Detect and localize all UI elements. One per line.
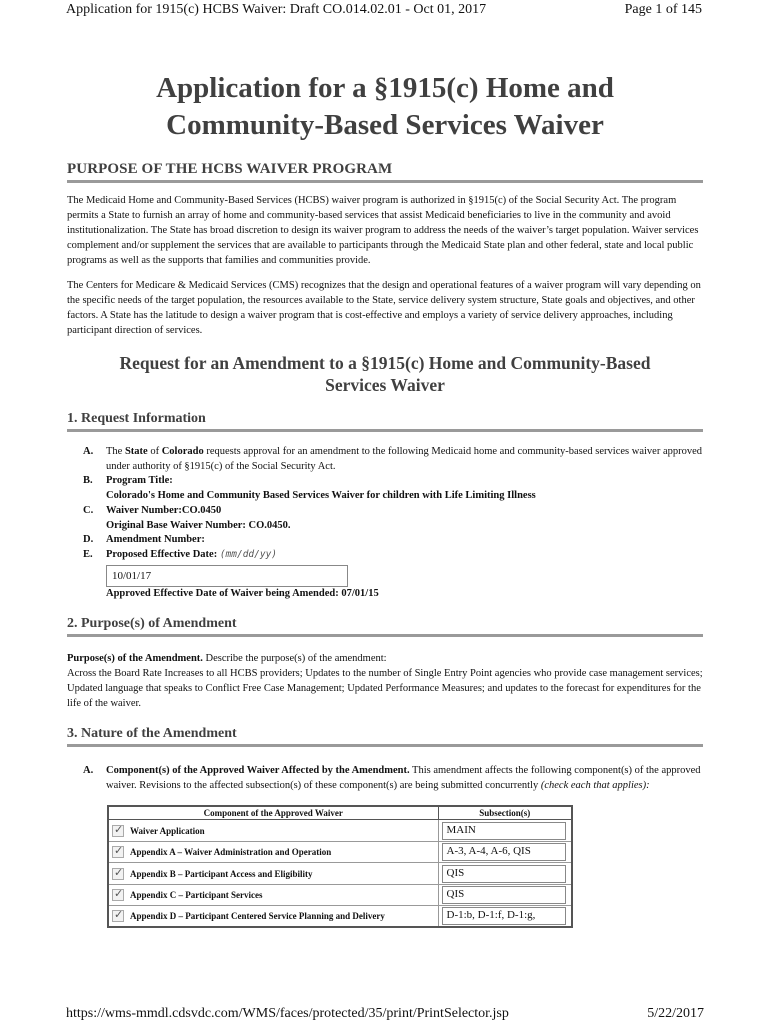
component-label: Appendix C – Participant Services <box>130 890 263 901</box>
purpose-paragraph-2: The Centers for Medicare & Medicaid Services (CMS) recognizes that the design and operational features of a waiver program will vary depending on the specific needs of the target population, the resources available to the State, service delivery system structure, State goals and objectives, and other factors. A State has the latitude to design a waiver program that is cost-effective and employs a variety of service delivery approaches, including participant direction of services. <box>67 280 701 336</box>
approved-effective-date: Approved Effective Date of Waiver being Amended: 07/01/15 <box>106 587 379 599</box>
effective-date-label: Proposed Effective Date: <box>106 548 218 560</box>
state-label: State <box>124 446 148 457</box>
table-row <box>108 863 572 885</box>
checkbox-checked[interactable] <box>112 868 124 880</box>
component-cell <box>108 863 438 885</box>
amendment-purpose <box>67 651 703 711</box>
document-title <box>67 70 703 144</box>
amendment-purpose-label: Purpose(s) of the Amendment. <box>67 653 203 665</box>
item-letter: B. <box>83 475 93 487</box>
state-name: Colorado <box>161 446 204 457</box>
section-2-heading: 2. Purpose(s) of Amendment <box>67 616 703 637</box>
column-header-subsection: Subsection(s) <box>438 806 572 820</box>
section-3-heading: 3. Nature of the Amendment <box>67 726 703 747</box>
section-1-heading: 1. Request Information <box>67 411 703 432</box>
request-title-line1: Request for an Amendment to a §1915(c) Home and Community-Based <box>119 353 651 373</box>
table-row <box>108 841 572 863</box>
page-header-title: Application for 1915(c) HCBS Waiver: Draft CO.014.02.01 - Oct 01, 2017 <box>66 2 487 17</box>
request-information-list <box>83 445 703 601</box>
checkbox-checked[interactable] <box>112 825 124 837</box>
component-cell <box>108 841 438 863</box>
component-label: Waiver Application <box>130 825 205 836</box>
original-waiver-number: Original Base Waiver Number: CO.0450. <box>106 519 291 531</box>
components-table <box>107 805 573 928</box>
subsection-cell <box>438 906 572 928</box>
column-header-component: Component of the Approved Waiver <box>108 806 438 820</box>
component-cell <box>108 884 438 906</box>
list-item <box>83 474 703 503</box>
subsection-field[interactable]: MAIN <box>442 822 566 840</box>
amendment-purpose-instruction: Describe the purpose(s) of the amendment: <box>202 653 387 665</box>
item-letter: E. <box>83 548 93 560</box>
subsection-field[interactable]: QIS <box>442 865 566 883</box>
subsection-cell <box>438 884 572 906</box>
state-request-text <box>106 445 703 474</box>
purpose-heading: PURPOSE OF THE HCBS WAIVER PROGRAM <box>67 161 703 183</box>
component-label: Appendix D – Participant Centered Service Planning and Delivery <box>130 911 385 922</box>
table-row <box>108 820 572 842</box>
amendment-number-label: Amendment Number: <box>106 534 205 546</box>
text-fragment: This amendment affects the following component(s) of the approved waiver. Revisions to the affected subsection(s) of these component(s) are being submitted concurrently <box>106 765 701 792</box>
checkbox-checked[interactable] <box>112 910 124 922</box>
item-letter: A. <box>83 765 94 777</box>
component-label: Appendix B – Participant Access and Eligibility <box>130 868 313 879</box>
component-cell <box>108 820 438 842</box>
components-affected-label: Component(s) of the Approved Waiver Affected by the Amendment. <box>106 765 410 777</box>
purpose-paragraph-1: The Medicaid Home and Community-Based Services (HCBS) waiver program is authorized in §1915(c) of the Social Security Act. The program permits a State to furnish an array of home and community-based services that assist Medicaid beneficiaries to live in the community and avoid institutionalization. The State has broad discretion to design its waiver program to address the needs of the waiver’s target population. Waiver services complement and/or supplement the services that are available to participants through the Medicaid State plan and other federal, state and local public programs as well as the supports that families and communities provide. <box>67 195 699 266</box>
request-title <box>67 352 703 396</box>
date-format-hint: (mm/dd/yy) <box>219 548 278 560</box>
document-title-line2: Community-Based Services Waiver <box>166 109 604 141</box>
effective-date-field[interactable]: 10/01/17 <box>106 565 348 587</box>
item-letter: C. <box>83 504 94 516</box>
page-number: Page 1 of 145 <box>624 2 702 17</box>
components-affected-text <box>106 763 703 793</box>
table-row <box>108 884 572 906</box>
table-row <box>108 906 572 928</box>
list-item <box>83 533 703 548</box>
page-footer-date: 5/22/2017 <box>647 1006 704 1021</box>
text-fragment: The <box>106 446 125 457</box>
item-letter: D. <box>83 534 94 546</box>
program-title-label: Program Title: <box>106 475 173 487</box>
checkbox-checked[interactable] <box>112 889 124 901</box>
text-fragment: requests approval for an amendment to the following Medicaid home and community-based services waiver approved under authority of §1915(c) of the Social Security Act. <box>106 446 703 472</box>
list-item <box>83 548 703 601</box>
subsection-field[interactable]: A-3, A-4, A-6, QIS <box>442 843 566 861</box>
subsection-cell <box>438 841 572 863</box>
document-body <box>67 70 703 928</box>
document-title-line1: Application for a §1915(c) Home and <box>156 72 614 104</box>
checkbox-checked[interactable] <box>112 846 124 858</box>
component-cell <box>108 906 438 928</box>
request-title-line2: Services Waiver <box>325 375 445 395</box>
item-letter: A. <box>83 446 94 457</box>
subsection-field[interactable]: QIS <box>442 886 566 904</box>
effective-date <box>106 548 703 601</box>
components-affected <box>83 763 703 793</box>
program-title-value: Colorado's Home and Community Based Services Waiver for children with Life Limiting Illness <box>106 490 536 502</box>
subsection-cell <box>438 820 572 842</box>
subsection-cell <box>438 863 572 885</box>
list-item <box>83 445 703 474</box>
program-title <box>106 474 703 503</box>
amendment-purpose-text: Across the Board Rate Increases to all HCBS providers; Updates to the number of Single Entry Point agencies who provide case management services; Updated language that speaks to Conflict Free Case Management; Updated Performance Measures; and updates to the forecast for expenditures for the life of the waiver. <box>67 668 703 710</box>
waiver-number <box>106 504 703 533</box>
waiver-number-label: Waiver Number:CO.0450 <box>106 504 222 516</box>
component-label: Appendix A – Waiver Administration and Operation <box>130 847 332 858</box>
check-instruction: (check each that applies): <box>540 780 650 792</box>
subsection-field[interactable]: D-1:b, D-1:f, D-1:g, <box>442 907 566 925</box>
text-fragment: of <box>147 446 162 457</box>
page-footer-url: https://wms-mmdl.cdsvdc.com/WMS/faces/protected/35/print/PrintSelector.jsp <box>66 1006 509 1021</box>
list-item <box>83 504 703 533</box>
